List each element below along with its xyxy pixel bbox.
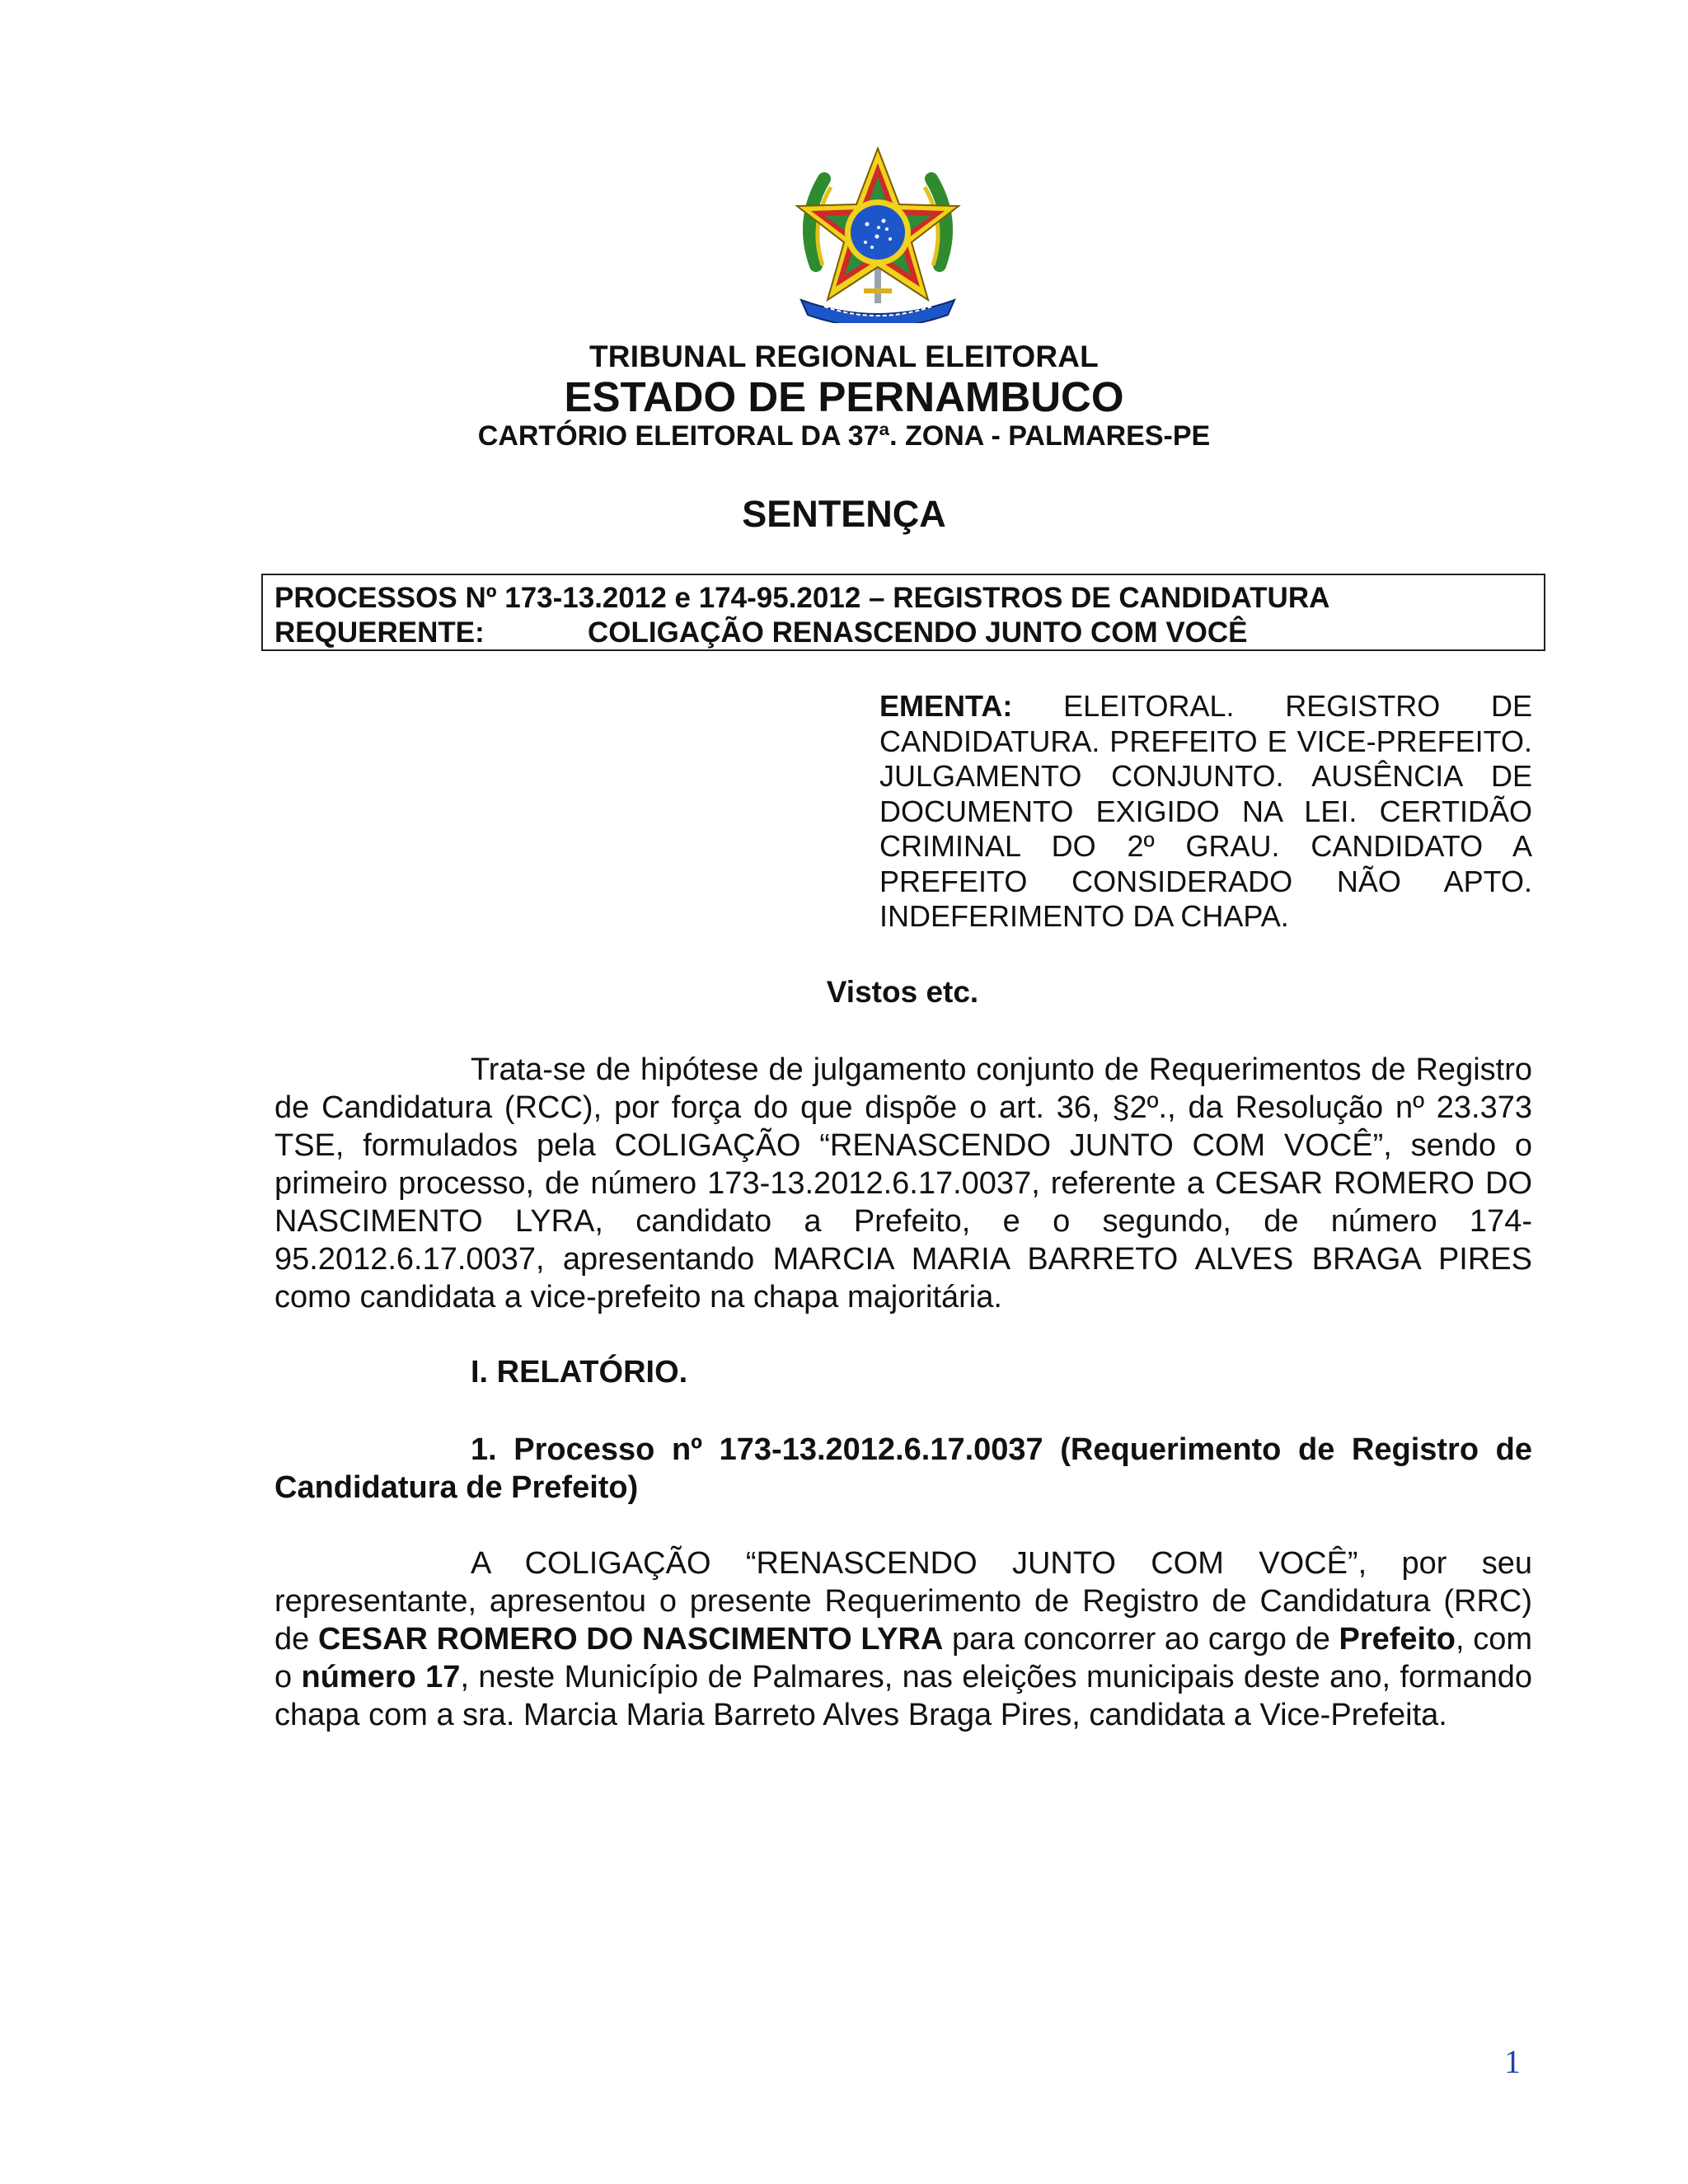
page-number: 1 bbox=[1504, 2043, 1521, 2080]
ementa-label: EMENTA: bbox=[879, 689, 1013, 723]
state-heading: ESTADO DE PERNAMBUCO bbox=[564, 373, 1124, 420]
requester-value: COLIGAÇÃO RENASCENDO JUNTO COM VOCÊ bbox=[588, 616, 1248, 649]
candidate-name: CESAR ROMERO DO NASCIMENTO LYRA bbox=[317, 1622, 944, 1657]
tribunal-heading: TRIBUNAL REGIONAL ELEITORAL bbox=[589, 340, 1099, 373]
p3-text-d: , neste Município de Palmares, nas eleições municipais deste ano, formando chapa com a sra. Marcia Maria Barreto Alves Braga Pires, candidata a Vice-Prefeita. bbox=[274, 1660, 1532, 1732]
p3-text-c: , com o bbox=[274, 1622, 1532, 1694]
ementa-text: ELEITORAL. REGISTRO DE CANDIDATURA. PREFEITO E VICE-PREFEITO. JULGAMENTO CONJUNTO. AUSÊNCIA DE DOCUMENTO EXIGIDO NA LEI. CERTIDÃO CRIMINAL DO 2º GRAU. CANDIDATO A PREFEITO CONSIDERADO NÃO APTO. INDEFERIMENTO DA CHAPA. bbox=[879, 689, 1532, 933]
subsection-heading: 1. Processo nº 173-13.2012.6.17.0037 (Requerimento de Registro de Candidatura de Prefeito) bbox=[274, 1432, 1532, 1505]
registry-heading: CARTÓRIO ELEITORAL DA 37ª. ZONA - PALMARES-PE bbox=[477, 420, 1211, 452]
summary-ementa bbox=[879, 689, 1532, 935]
candidate-number: número 17 bbox=[301, 1660, 461, 1694]
p3-text-b: para concorrer ao cargo de bbox=[943, 1622, 1339, 1657]
paragraph-request bbox=[274, 1544, 1532, 1734]
candidate-office: Prefeito bbox=[1339, 1622, 1456, 1657]
process-box bbox=[261, 574, 1545, 651]
vistos-heading: Vistos etc. bbox=[826, 975, 979, 1009]
brazil-coat-of-arms-icon bbox=[791, 142, 964, 323]
document-title: SENTENÇA bbox=[742, 493, 946, 535]
requester-line bbox=[274, 616, 1532, 650]
section-heading-relatorio: I. RELATÓRIO. bbox=[471, 1355, 688, 1390]
requester-label: REQUERENTE: bbox=[274, 616, 485, 649]
p3-text-a: A COLIGAÇÃO “RENASCENDO JUNTO COM VOCÊ”, por seu representante, apresentou o presente Requerimento de Registro de Candidatura (RRC) de bbox=[274, 1546, 1532, 1657]
paragraph-intro: Trata-se de hipótese de julgamento conjunto de Requerimentos de Registro de Candidatura (RCC), por força do que dispõe o art. 36, §2º., da Resolução nº 23.373 TSE, formulados pela COLIGAÇÃO “RENASCENDO JUNTO COM VOCÊ”, sendo o primeiro processo, de número 173-13.2012.6.17.0037, referente a CESAR ROMERO DO NASCIMENTO LYRA, candidato a Prefeito, e o segundo, de número 174-95.2012.6.17.0037, apresentando MARCIA MARIA BARRETO ALVES BRAGA PIRES como candidata a vice-prefeito na chapa majoritária. bbox=[274, 1052, 1532, 1315]
process-numbers: PROCESSOS Nº 173-13.2012 e 174-95.2012 – REGISTROS DE CANDIDATURA bbox=[274, 582, 1330, 614]
